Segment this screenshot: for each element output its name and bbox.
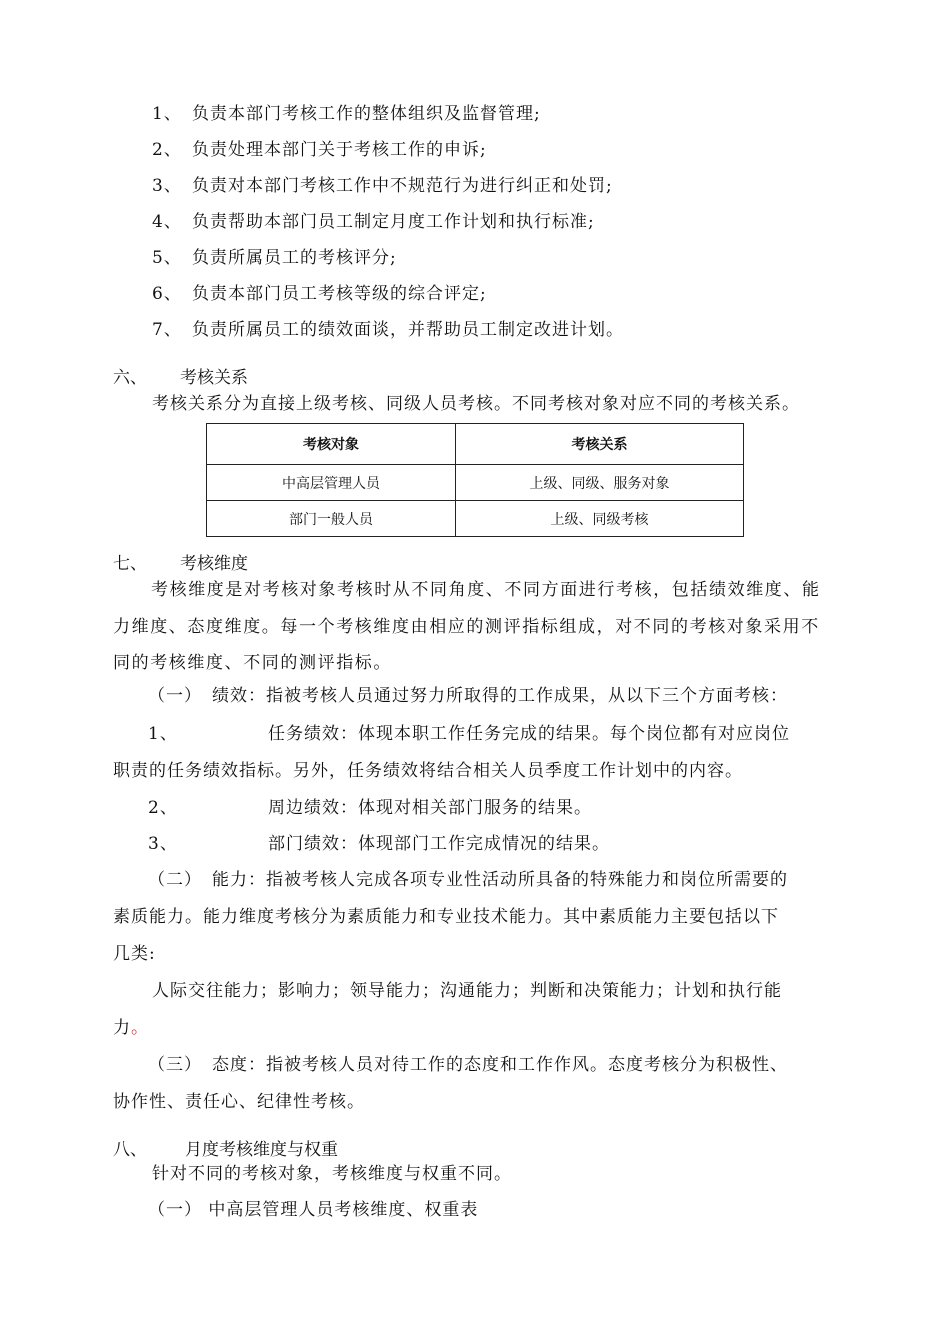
duty-number: 6、 bbox=[152, 284, 182, 304]
table-cell: 上级、同级考核 bbox=[456, 501, 744, 537]
section-number: 七、 bbox=[113, 554, 147, 574]
perf-item-number: 2、 bbox=[148, 798, 178, 818]
duty-number: 5、 bbox=[152, 248, 182, 268]
perf-item-text: 周边绩效：体现对相关部门服务的结果。 bbox=[268, 798, 592, 818]
section-6-intro: 考核关系分为直接上级考核、同级人员考核。不同考核对象对应不同的考核关系。 bbox=[152, 394, 800, 414]
duty-number: 4、 bbox=[152, 212, 182, 232]
section-8-intro: 针对不同的考核对象，考核维度与权重不同。 bbox=[152, 1164, 512, 1184]
perf-item-number: 1、 bbox=[148, 724, 178, 744]
relationship-table bbox=[206, 423, 744, 537]
ability-list-text: 力 bbox=[113, 1018, 131, 1038]
table-row bbox=[207, 501, 744, 537]
subsection-label: （一） bbox=[148, 686, 202, 706]
duty-number: 7、 bbox=[152, 320, 182, 340]
subsection-label: （三） bbox=[148, 1055, 202, 1075]
section-title: 考核维度 bbox=[180, 554, 248, 574]
ability-list-line-2 bbox=[113, 1017, 149, 1039]
duty-text: 负责所属员工的考核评分; bbox=[192, 248, 397, 268]
section-7-intro: 考核维度是对考核对象考核时从不同角度、不同方面进行考核，包括绩效维度、能力维度、态度维度。每一个考核维度由相应的测评指标组成，对不同的考核对象采用不同的考核维度、不同的测评指标。 bbox=[113, 580, 821, 673]
section-8-subheading: （一） 中高层管理人员考核维度、权重表 bbox=[148, 1200, 479, 1220]
duty-text: 负责帮助本部门员工制定月度工作计划和执行标准; bbox=[192, 212, 595, 232]
duty-text: 负责本部门考核工作的整体组织及监督管理; bbox=[192, 104, 541, 124]
duty-number: 3、 bbox=[152, 176, 182, 196]
duty-number: 2、 bbox=[152, 140, 182, 160]
section-number: 六、 bbox=[113, 368, 147, 388]
attitude-line-2: 协作性、责任心、纪律性考核。 bbox=[113, 1092, 365, 1112]
perf-item-text: 任务绩效：体现本职工作任务完成的结果。每个岗位都有对应岗位 bbox=[268, 724, 790, 744]
ability-line-3: 几类: bbox=[113, 944, 156, 964]
perf-item-number: 3、 bbox=[148, 834, 178, 854]
table-header-row bbox=[207, 424, 744, 465]
ability-line-2: 素质能力。能力维度考核分为素质能力和专业技术能力。其中素质能力主要包括以下 bbox=[113, 907, 779, 927]
perf-item-text: 部门绩效：体现部门工作完成情况的结果。 bbox=[268, 834, 610, 854]
perf-item-1-continuation: 职责的任务绩效指标。另外，任务绩效将结合相关人员季度工作计划中的内容。 bbox=[113, 761, 743, 781]
table-row bbox=[207, 465, 744, 501]
duty-text: 负责对本部门考核工作中不规范行为进行纠正和处罚; bbox=[192, 176, 613, 196]
ability-list-period: 。 bbox=[131, 1018, 149, 1038]
duty-text: 负责所属员工的绩效面谈，并帮助员工制定改进计划。 bbox=[192, 320, 624, 340]
section-title: 考核关系 bbox=[180, 368, 248, 388]
table-cell: 部门一般人员 bbox=[207, 501, 456, 537]
subsection-label: （二） bbox=[148, 870, 202, 890]
table-header-cell: 考核关系 bbox=[456, 424, 744, 465]
table-cell: 上级、同级、服务对象 bbox=[456, 465, 744, 501]
duty-text: 负责本部门员工考核等级的综合评定; bbox=[192, 284, 487, 304]
subsection-text: 绩效：指被考核人员通过努力所取得的工作成果，从以下三个方面考核： bbox=[212, 686, 788, 706]
table-cell: 中高层管理人员 bbox=[207, 465, 456, 501]
section-number: 八、 bbox=[113, 1140, 147, 1160]
subsection-text: 态度：指被考核人员对待工作的态度和工作作风。态度考核分为积极性、 bbox=[212, 1055, 788, 1075]
duty-text: 负责处理本部门关于考核工作的申诉; bbox=[192, 140, 487, 160]
table-header-cell: 考核对象 bbox=[207, 424, 456, 465]
subsection-text: 能力：指被考核人完成各项专业性活动所具备的特殊能力和岗位所需要的 bbox=[212, 870, 788, 890]
section-title: 月度考核维度与权重 bbox=[185, 1140, 338, 1160]
ability-list-line-1: 人际交往能力；影响力；领导能力；沟通能力；判断和决策能力；计划和执行能 bbox=[152, 981, 782, 1001]
duty-number: 1、 bbox=[152, 104, 182, 124]
